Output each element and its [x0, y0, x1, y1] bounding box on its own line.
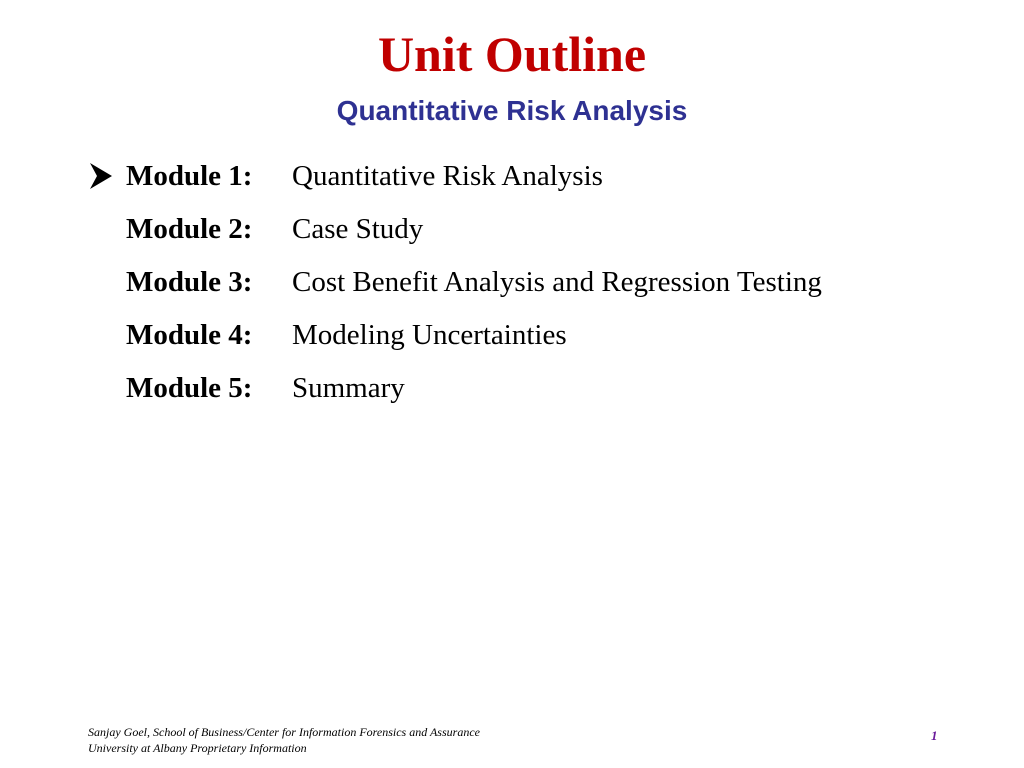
- module-item-4: [88, 309, 968, 362]
- module-name: Case Study: [292, 213, 424, 245]
- module-label: Module 1:: [126, 160, 253, 192]
- module-label: Module 3:: [126, 266, 253, 298]
- page-number: 1: [931, 728, 938, 743]
- footer-line-author: Sanjay Goel, School of Business/Center for Information Forensics and Assurance: [88, 725, 480, 739]
- module-label: Module 5:: [126, 372, 253, 404]
- module-name: Cost Benefit Analysis and Regression Testing: [292, 266, 822, 298]
- module-name: Modeling Uncertainties: [292, 319, 567, 351]
- footer-line-proprietary: University at Albany Proprietary Information: [88, 741, 307, 755]
- arrow-bullet-icon: [88, 161, 118, 191]
- slide-title: Unit Outline: [377, 26, 647, 82]
- slide-subtitle: Quantitative Risk Analysis: [336, 95, 688, 126]
- module-list: [88, 150, 968, 415]
- module-name: Summary: [292, 372, 405, 404]
- module-item-5: [88, 362, 968, 415]
- module-item-1: [88, 150, 968, 203]
- footer-attribution: [88, 724, 480, 756]
- module-label: Module 2:: [126, 213, 253, 245]
- module-name: Quantitative Risk Analysis: [292, 160, 603, 192]
- module-label: Module 4:: [126, 319, 253, 351]
- module-item-2: [88, 203, 968, 256]
- module-item-3: [88, 256, 968, 309]
